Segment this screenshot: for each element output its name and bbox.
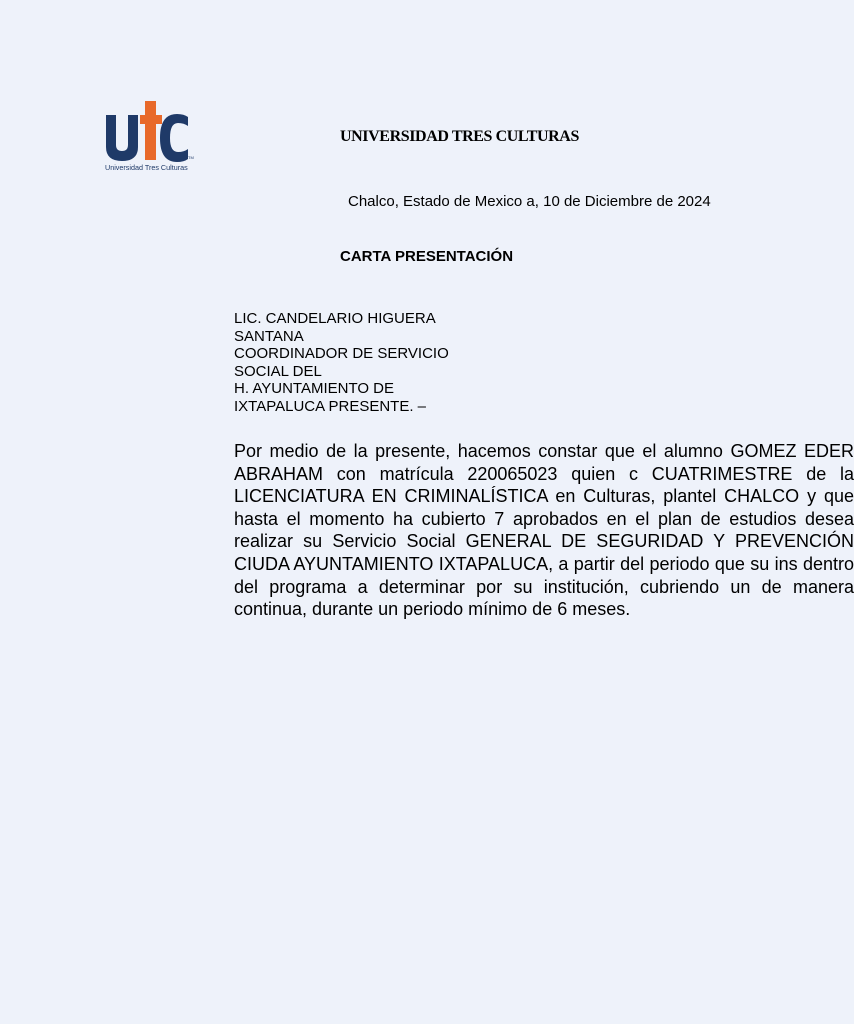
recipient-line: H. AYUNTAMIENTO DE — [234, 380, 395, 398]
recipient-line: SANTANA — [234, 327, 304, 345]
recipient-line: SOCIAL DEL — [234, 362, 322, 380]
university-logo — [104, 99, 200, 175]
recipient-line: LIC. CANDELARIO HIGUERA — [234, 310, 436, 327]
letter-body — [234, 440, 854, 650]
university-name: UNIVERSIDAD TRES CULTURAS — [340, 128, 579, 145]
logo-tagline: Universidad Tres Culturas — [105, 163, 188, 172]
utc-logo-mark — [104, 99, 200, 175]
recipient-line: COORDINADOR DE SERVICIO — [234, 345, 449, 363]
recipient-block — [234, 310, 449, 416]
letter-body-text: Por medio de la presente, hacemos constar que el alumno GOMEZ EDER ABRAHAM con matrícula 220065023 quien c CUATRIMESTRE de la LICENCIATURA EN CRIMINALÍSTICA en Culturas, plantel CHALCO y que hasta el momento ha cubierto 7 aprobados en el plan de estudios desea realizar su Servicio Social GENERAL DE SEGURIDAD Y PREVENCIÓN CIUDA AYUNTAMIENTO IXTAPALUCA, a partir del periodo que su ins dentro del programa a determinar por su institución, cubriendo un de manera continua, durante un periodo mínimo de 6 meses. — [234, 441, 854, 620]
document-title: CARTA PRESENTACIÓN — [340, 248, 514, 265]
place-date: Chalco, Estado de Mexico a, 10 de Diciembre de 2024 — [348, 193, 711, 210]
svg-text:TM: TM — [188, 155, 194, 160]
recipient-line: IXTAPALUCA PRESENTE. – — [234, 397, 427, 415]
